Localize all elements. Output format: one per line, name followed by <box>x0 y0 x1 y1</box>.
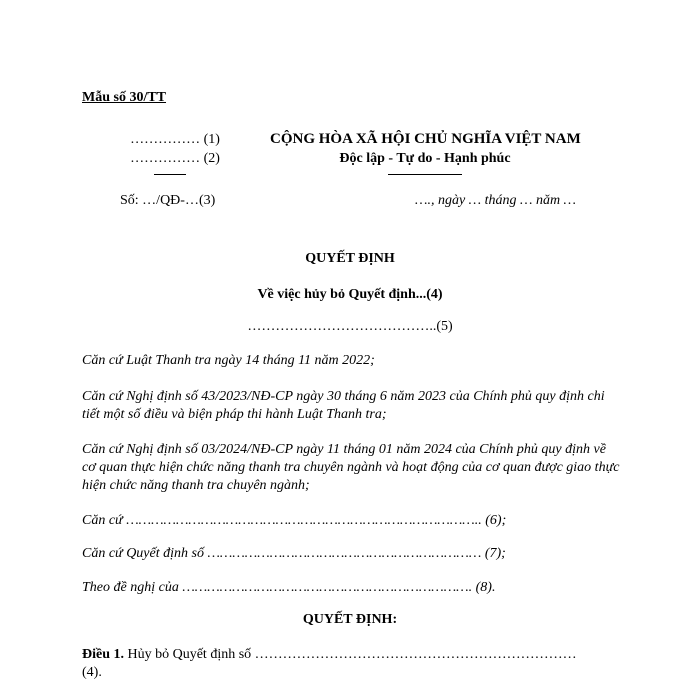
agency-line: …………… (2) <box>130 151 220 166</box>
form-number: Mẫu số 30/TT <box>82 90 167 105</box>
right-divider <box>388 174 462 175</box>
country-name: CỘNG HÒA XÃ HỘI CHỦ NGHĨA VIỆT NAM <box>270 131 581 147</box>
document-subject: Về việc hủy bỏ Quyết định...(4) <box>257 287 443 302</box>
left-divider <box>154 174 186 175</box>
issuing-authority: …………………………………..(5) <box>247 319 453 334</box>
national-motto: Độc lập - Tự do - Hạnh phúc <box>339 151 511 166</box>
article-1-text: Hủy bỏ Quyết định số …………………………………………………………… <box>124 647 577 662</box>
basis-decision: Căn cứ Quyết định số ………………………………………………………… (7); <box>82 546 506 561</box>
article-1-continuation: (4). <box>82 665 102 680</box>
decision-heading: QUYẾT ĐỊNH: <box>302 612 398 627</box>
basis-other: Căn cứ ………………………………………………………………………….. (6); <box>82 513 507 528</box>
article-1 <box>82 647 577 663</box>
article-1-label: Điều 1. <box>82 647 124 662</box>
agency-superior-line: …………… (1) <box>130 132 220 147</box>
proposal-basis: Theo đề nghị của ……………………………………………………………. (8). <box>82 580 496 595</box>
basis-decree-43: Căn cứ Nghị định số 43/2023/NĐ-CP ngày 30 tháng 6 năm 2023 của Chính phủ quy định chi tiết một số điều và biện pháp thi hành Luật Thanh tra; <box>82 389 605 422</box>
date-line: …., ngày … tháng … năm … <box>415 193 577 208</box>
basis-inspection-law: Căn cứ Luật Thanh tra ngày 14 tháng 11 năm 2022; <box>82 353 375 368</box>
basis-decree-03: Căn cứ Nghị định số 03/2024/NĐ-CP ngày 11 tháng 01 năm 2024 của Chính phủ quy định về cơ quan thực hiện chức năng thanh tra chuyên ngành và hoạt động của cơ quan được giao thực hiện chức năng thanh tra chuyên ngành; <box>82 442 620 493</box>
document-number: Số: …/QĐ-…(3) <box>120 193 216 208</box>
document-title: QUYẾT ĐỊNH <box>305 251 395 266</box>
